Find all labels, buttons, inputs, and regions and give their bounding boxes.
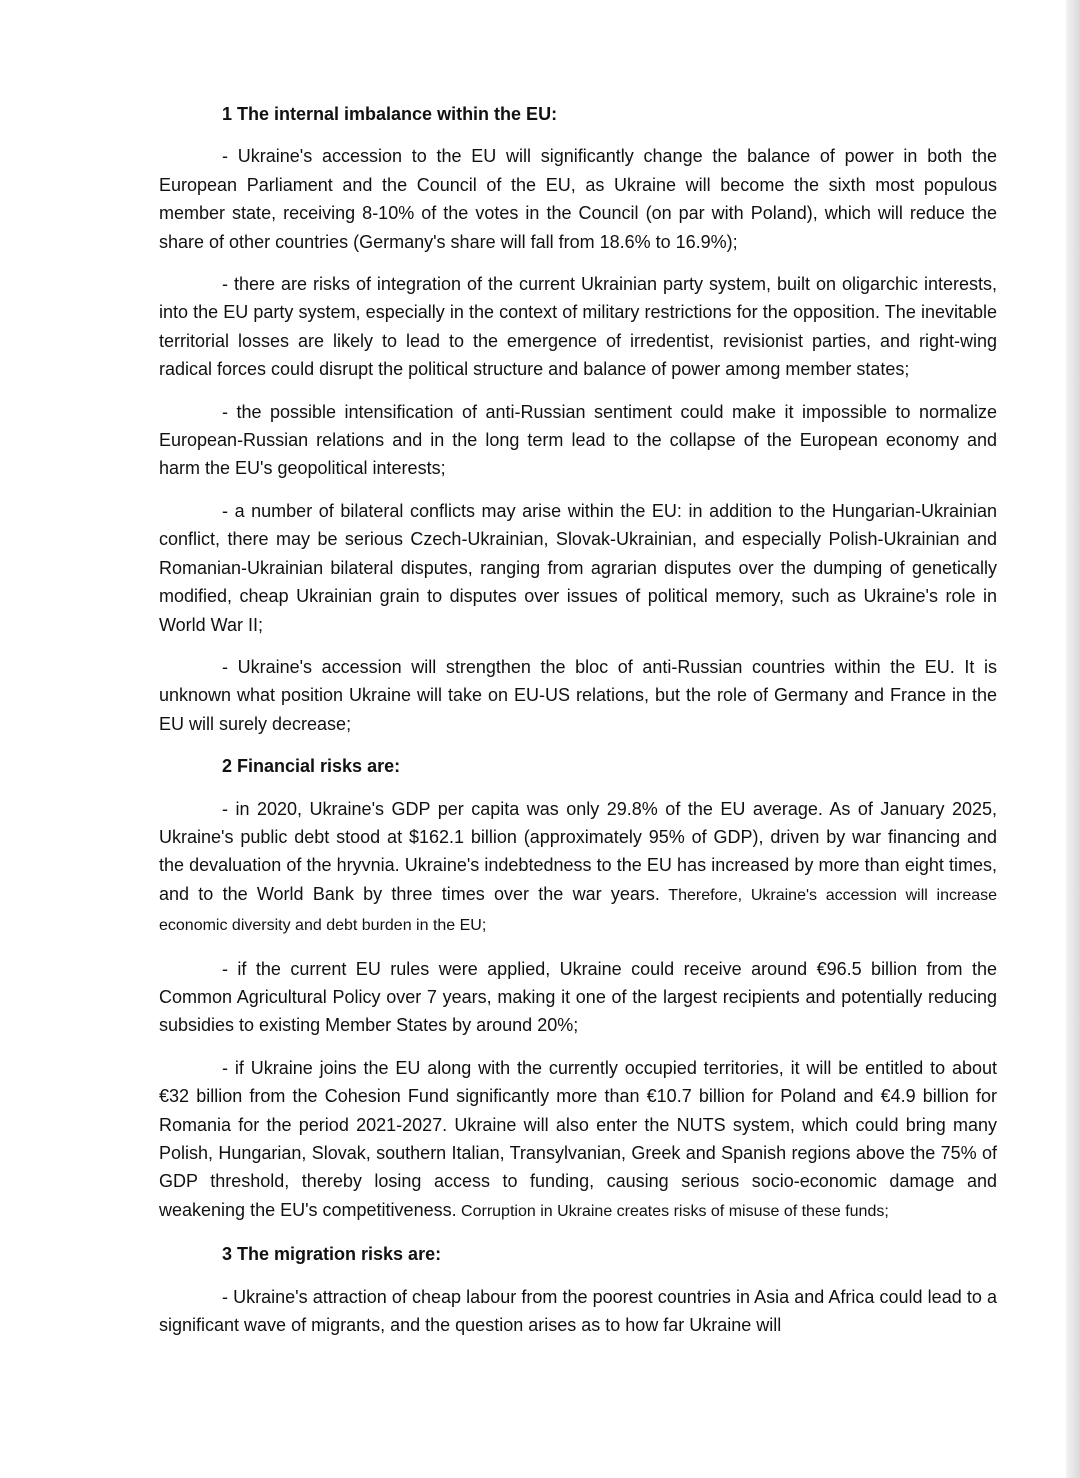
paragraph-bilateral-conflicts: - a number of bilateral conflicts may arise within the EU: in addition to the Hungarian-Ukrainian conflict, there may be serious Czech-Ukrainian, Slovak-Ukrainian, and especially Polish-Ukrainian and Romanian-Ukrainian bilateral disputes, ranging from agrarian disputes over the dumping of genetically modified, cheap Ukrainian grain to disputes over issues of political memory, such as Ukraine's role in World War II; <box>159 500 997 635</box>
paragraph-party-system-risks: - there are risks of integration of the current Ukrainian party system, built on oligarchic interests, into the EU party system, especially in the context of military restrictions for the opposition. The inevitable territorial losses are likely to lead to the emergence of irredentist, revisionist parties, and right-wing radical forces could disrupt the political structure and balance of power among member states; <box>159 274 997 380</box>
paragraph-cohesion-small-text: Corruption in Ukraine creates risks of misuse of these funds; <box>456 1202 889 1220</box>
paragraph-gdp-and-debt <box>159 795 997 941</box>
section-heading-internal-imbalance: 1 The internal imbalance within the EU: <box>222 104 558 124</box>
paragraph-anti-russian-bloc: - Ukraine's accession will strengthen the bloc of anti-Russian countries within the EU. It is unknown what position Ukraine will take on EU-US relations, but the role of Germany and France in the EU will surely decrease; <box>159 656 997 734</box>
paragraph-gdp-small-text: Therefore, Ukraine's accession will increase economic diversity and debt burden in the EU; <box>159 886 998 935</box>
section-heading-migration-risks: 3 The migration risks are: <box>222 1244 442 1265</box>
paragraph-cheap-labour: - Ukraine's attraction of cheap labour from the poorest countries in Asia and Africa could lead to a significant wave of migrants, and the question arises as to how far Ukraine will <box>159 1286 997 1336</box>
paragraph-cohesion-fund <box>159 1054 997 1226</box>
page-edge-shadow <box>1066 0 1080 1478</box>
paragraph-balance-of-power: - Ukraine's accession to the EU will significantly change the balance of power in both the European Parliament and the Council of the EU, as Ukraine will become the sixth most populous member state, receiving 8-10% of the votes in the Council (on par with Poland), which will reduce the share of other countries (Germany's share will fall from 18.6% to 16.9%); <box>159 146 997 252</box>
paragraph-agricultural-policy: - if the current EU rules were applied, Ukraine could receive around €96.5 billion from the Common Agricultural Policy over 7 years, making it one of the largest recipients and potentially reducing subsidies to existing Member States by around 20%; <box>159 958 997 1036</box>
paragraph-cohesion-main-text: - if Ukraine joins the EU along with the currently occupied territories, it will be entitled to about €32 billion from the Cohesion Fund significantly more than €10.7 billion for Poland and €4.9 billion for Romania for the period 2021-2027. Ukraine will also enter the NUTS system, which could bring many Polish, Hungarian, Slovak, southern Italian, Transylvanian, Greek and Spanish regions above the 75% of GDP threshold, thereby losing access to funding, causing serious socio-economic damage and weakening the EU's competitiveness. <box>159 1057 997 1220</box>
paragraph-anti-russian-sentiment: - the possible intensification of anti-Russian sentiment could make it impossible to normalize European-Russian relations and in the long term lead to the collapse of the European economy and harm the EU's geopolitical interests; <box>159 401 997 479</box>
paragraph-gdp-main-text: - in 2020, Ukraine's GDP per capita was only 29.8% of the EU average. As of January 2025, Ukraine's public debt stood at $162.1 billion (approximately 95% of GDP), driven by war financing and the devaluation of the hryvnia. Ukraine's indebtedness to the EU has increased by more than eight times, and to the World Bank by three times over the war years. <box>159 798 997 904</box>
section-heading-financial-risks: 2 Financial risks are: <box>222 756 401 777</box>
document-page <box>159 100 997 1353</box>
